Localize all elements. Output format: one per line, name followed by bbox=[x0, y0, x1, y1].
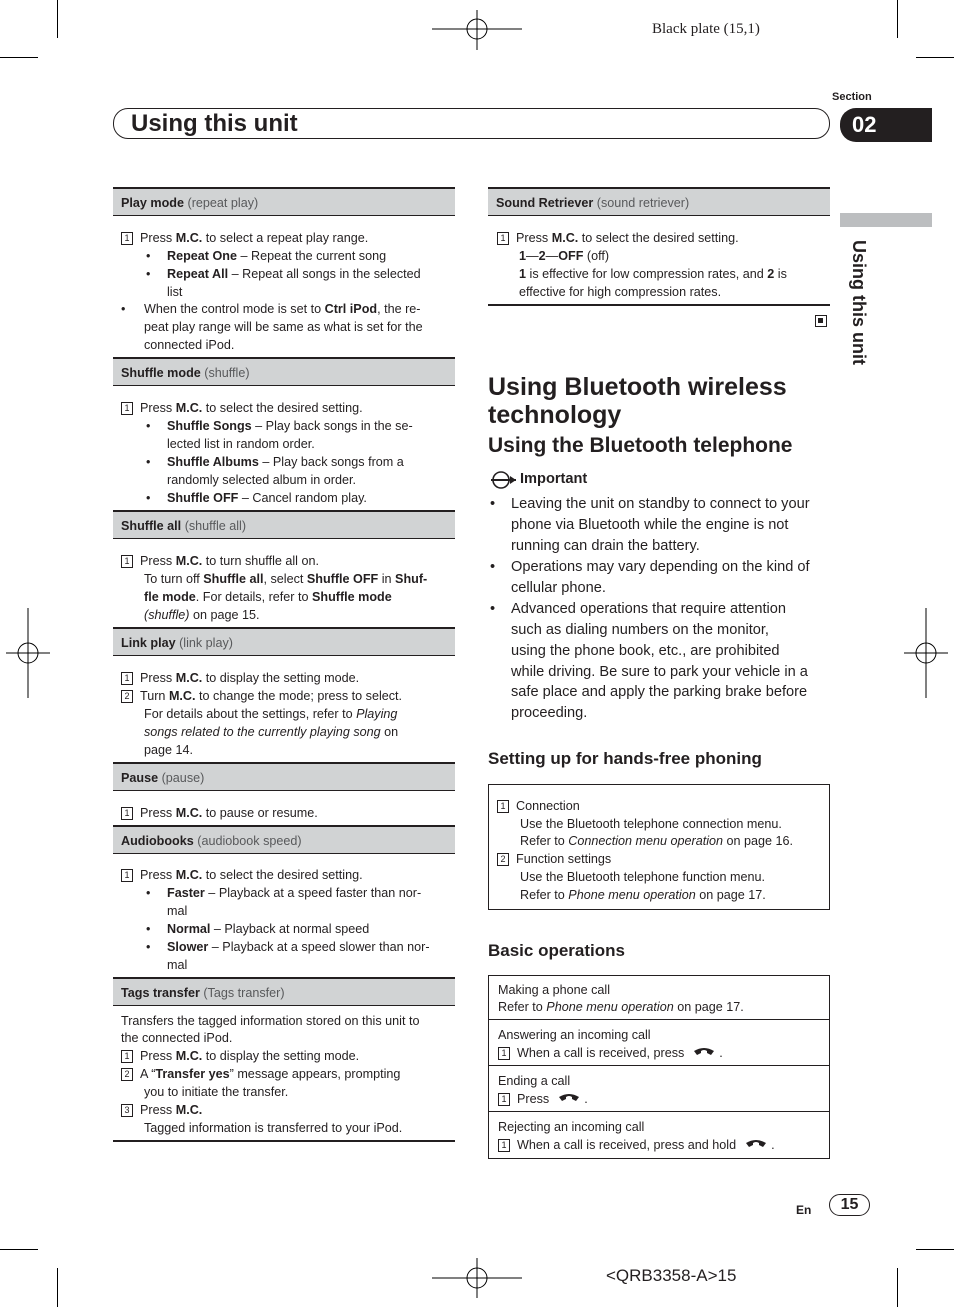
basic-operations-heading: Basic operations bbox=[488, 941, 625, 960]
registration-mark-left bbox=[6, 608, 50, 698]
shuffle-albums-item: Shuffle Albums – Play back songs from a bbox=[167, 455, 404, 469]
shuffle-all-step-1: 1 Press M.C. to turn shuffle all on. bbox=[121, 552, 319, 570]
basic-row-divider bbox=[488, 1111, 830, 1112]
bluetooth-heading-l2: technology bbox=[488, 401, 622, 429]
shuffle-albums-item-cont: randomly selected album in order. bbox=[167, 473, 357, 487]
tags-transfer-step-2: 2 A “Transfer yes” message appears, prompting bbox=[121, 1065, 400, 1083]
handsfree-connection-ref: Refer to Connection menu operation on page 16. bbox=[520, 834, 794, 848]
step-number: 1 bbox=[121, 232, 133, 245]
registration-mark-bottom bbox=[430, 1258, 524, 1298]
link-play-detail: For details about the settings, refer to Playing bbox=[144, 707, 398, 721]
normal-item: Normal – Playback at normal speed bbox=[167, 922, 370, 936]
bullet-advanced-l5: safe place and apply the parking brake before bbox=[511, 684, 808, 700]
bullet-advanced-l2: such as dialing numbers on the monitor, bbox=[511, 622, 769, 638]
faster-item-cont: mal bbox=[167, 904, 188, 918]
shuffle-off-item: Shuffle OFF – Cancel random play. bbox=[167, 491, 367, 505]
tags-transfer-step-3: 3 Press M.C. bbox=[121, 1101, 202, 1119]
shuffle-mode-step-1: 1 Press M.C. to select the desired setting. bbox=[121, 399, 363, 417]
audiobooks-header: Audiobooks (audiobook speed) bbox=[113, 825, 455, 854]
pause-header: Pause (pause) bbox=[113, 762, 455, 791]
ending-call-step: 1 Press . bbox=[498, 1090, 588, 1108]
play-mode-note-l2: peat play range will be same as what is set for the bbox=[144, 320, 423, 334]
end-of-section-icon bbox=[815, 315, 827, 327]
handsfree-heading: Setting up for hands-free phoning bbox=[488, 749, 762, 768]
basic-row-divider bbox=[488, 1065, 830, 1066]
bullet-advanced-l3: using the phone book, etc., are prohibited bbox=[511, 643, 780, 659]
play-mode-note-l3: connected iPod. bbox=[144, 338, 235, 352]
link-play-step-1: 1 Press M.C. to display the setting mode. bbox=[121, 669, 359, 687]
left-column-end-rule bbox=[113, 1140, 455, 1142]
shuffle-songs-item: Shuffle Songs – Play back songs in the se- bbox=[167, 419, 413, 433]
section-number: 02 bbox=[840, 108, 932, 142]
side-tab-label: Using this unit bbox=[849, 240, 869, 365]
shuffle-all-header: Shuffle all (shuffle all) bbox=[113, 510, 455, 539]
bullet-operations: Operations may vary depending on the kind of bbox=[511, 559, 810, 575]
side-tab-bar bbox=[840, 213, 932, 227]
bullet-advanced-l6: proceeding. bbox=[511, 705, 588, 721]
making-call-title: Making a phone call bbox=[498, 983, 611, 997]
repeat-all-item: Repeat All – Repeat all songs in the selected bbox=[167, 267, 421, 281]
bullet-standby: Leaving the unit on standby to connect to your bbox=[511, 496, 810, 512]
handsfree-function-ref: Refer to Phone menu operation on page 17. bbox=[520, 888, 766, 902]
faster-item: Faster – Playback at a speed faster than nor- bbox=[167, 886, 422, 900]
ending-call-title: Ending a call bbox=[498, 1074, 571, 1088]
phone-icon bbox=[744, 1138, 768, 1150]
important-label: Important bbox=[520, 471, 588, 487]
tags-transfer-header: Tags transfer (Tags transfer) bbox=[113, 977, 455, 1006]
bullet-advanced-l4: while driving. Be sure to park your vehicle in a bbox=[511, 664, 808, 680]
bluetooth-heading: Using Bluetooth wireless bbox=[488, 373, 787, 401]
audiobooks-step-1: 1 Press M.C. to select the desired setting. bbox=[121, 866, 363, 884]
registration-mark-right bbox=[904, 608, 948, 698]
slower-item: Slower – Playback at a speed slower than nor- bbox=[167, 940, 430, 954]
play-mode-header bbox=[113, 187, 455, 216]
important-icon bbox=[488, 470, 518, 490]
bullet-operations-l2: cellular phone. bbox=[511, 580, 606, 596]
bullet-advanced: Advanced operations that require attention bbox=[511, 601, 787, 617]
making-call-ref: Refer to Phone menu operation on page 17. bbox=[498, 1000, 744, 1014]
link-play-header: Link play (link play) bbox=[113, 627, 455, 656]
sound-retriever-options: 1—2—OFF (off) bbox=[519, 249, 610, 263]
handsfree-item-connection: 1 Connection bbox=[497, 797, 580, 815]
link-play-detail-l2: songs related to the currently playing song on bbox=[144, 725, 399, 739]
phone-icon bbox=[692, 1046, 716, 1058]
shuffle-all-detail-l3: (shuffle) on page 15. bbox=[144, 608, 260, 622]
rejecting-call-title: Rejecting an incoming call bbox=[498, 1120, 645, 1134]
sound-retriever-detail-l2: effective for high compression rates. bbox=[519, 285, 722, 299]
link-play-step-2: 2 Turn M.C. to change the mode; press to select. bbox=[121, 687, 402, 705]
shuffle-songs-item-cont: lected list in random order. bbox=[167, 437, 315, 451]
play-mode-subtitle: (repeat play) bbox=[187, 196, 259, 210]
bullet-standby-l3: running can drain the battery. bbox=[511, 538, 700, 554]
play-mode-note: When the control mode is set to Ctrl iPod, the re- bbox=[144, 302, 421, 316]
basic-row-divider bbox=[488, 1019, 830, 1020]
link-play-detail-l3: page 14. bbox=[144, 743, 194, 757]
page-title: Using this unit bbox=[131, 110, 298, 137]
telephone-heading: Using the Bluetooth telephone bbox=[488, 434, 793, 457]
language-label: En bbox=[796, 1203, 812, 1217]
tags-transfer-desc-l2: the connected iPod. bbox=[121, 1031, 233, 1045]
shuffle-all-detail: To turn off Shuffle all, select Shuffle OFF in Shuf- bbox=[144, 572, 428, 586]
tags-transfer-step-1: 1 Press M.C. to display the setting mode. bbox=[121, 1047, 359, 1065]
plate-label: Black plate (15,1) bbox=[652, 21, 760, 37]
sound-retriever-detail: 1 is effective for low compression rates, and 2 is bbox=[519, 267, 787, 281]
document-code: <QRB3358-A>15 bbox=[606, 1266, 737, 1285]
sound-retriever-header: Sound Retriever (sound retriever) bbox=[488, 187, 830, 216]
repeat-one-item: Repeat One – Repeat the current song bbox=[167, 249, 387, 263]
section-label: Section bbox=[832, 91, 872, 103]
handsfree-item-function: 2 Function settings bbox=[497, 850, 611, 868]
play-mode-step-1: 1 Press M.C. to select a repeat play range. bbox=[121, 229, 368, 247]
bullet-standby-l2: phone via Bluetooth while the engine is not bbox=[511, 517, 789, 533]
pause-step-1: 1 Press M.C. to pause or resume. bbox=[121, 804, 318, 822]
rejecting-call-step: 1 When a call is received, press and hold . bbox=[498, 1136, 775, 1154]
sound-retriever-step-1: 1 Press M.C. to select the desired setting. bbox=[497, 229, 739, 247]
handsfree-function-desc: Use the Bluetooth telephone function menu. bbox=[520, 870, 766, 884]
handsfree-connection-desc: Use the Bluetooth telephone connection menu. bbox=[520, 817, 782, 831]
tags-transfer-step-3-cont: Tagged information is transferred to your iPod. bbox=[144, 1121, 403, 1135]
sound-retriever-end-rule bbox=[488, 304, 830, 306]
phone-icon bbox=[557, 1092, 581, 1104]
slower-item-cont: mal bbox=[167, 958, 188, 972]
play-mode-title: Play mode bbox=[121, 196, 184, 210]
answering-call-step: 1 When a call is received, press . bbox=[498, 1044, 723, 1062]
answering-call-title: Answering an incoming call bbox=[498, 1028, 651, 1042]
tags-transfer-step-2-cont: you to initiate the transfer. bbox=[144, 1085, 289, 1099]
registration-mark-top bbox=[430, 10, 524, 50]
shuffle-all-detail-l2: fle mode. For details, refer to Shuffle mode bbox=[144, 590, 392, 604]
shuffle-mode-header: Shuffle mode (shuffle) bbox=[113, 357, 455, 386]
page-number: 15 bbox=[829, 1194, 870, 1216]
repeat-all-item-cont: list bbox=[167, 285, 183, 299]
tags-transfer-desc: Transfers the tagged information stored on this unit to bbox=[121, 1014, 420, 1028]
